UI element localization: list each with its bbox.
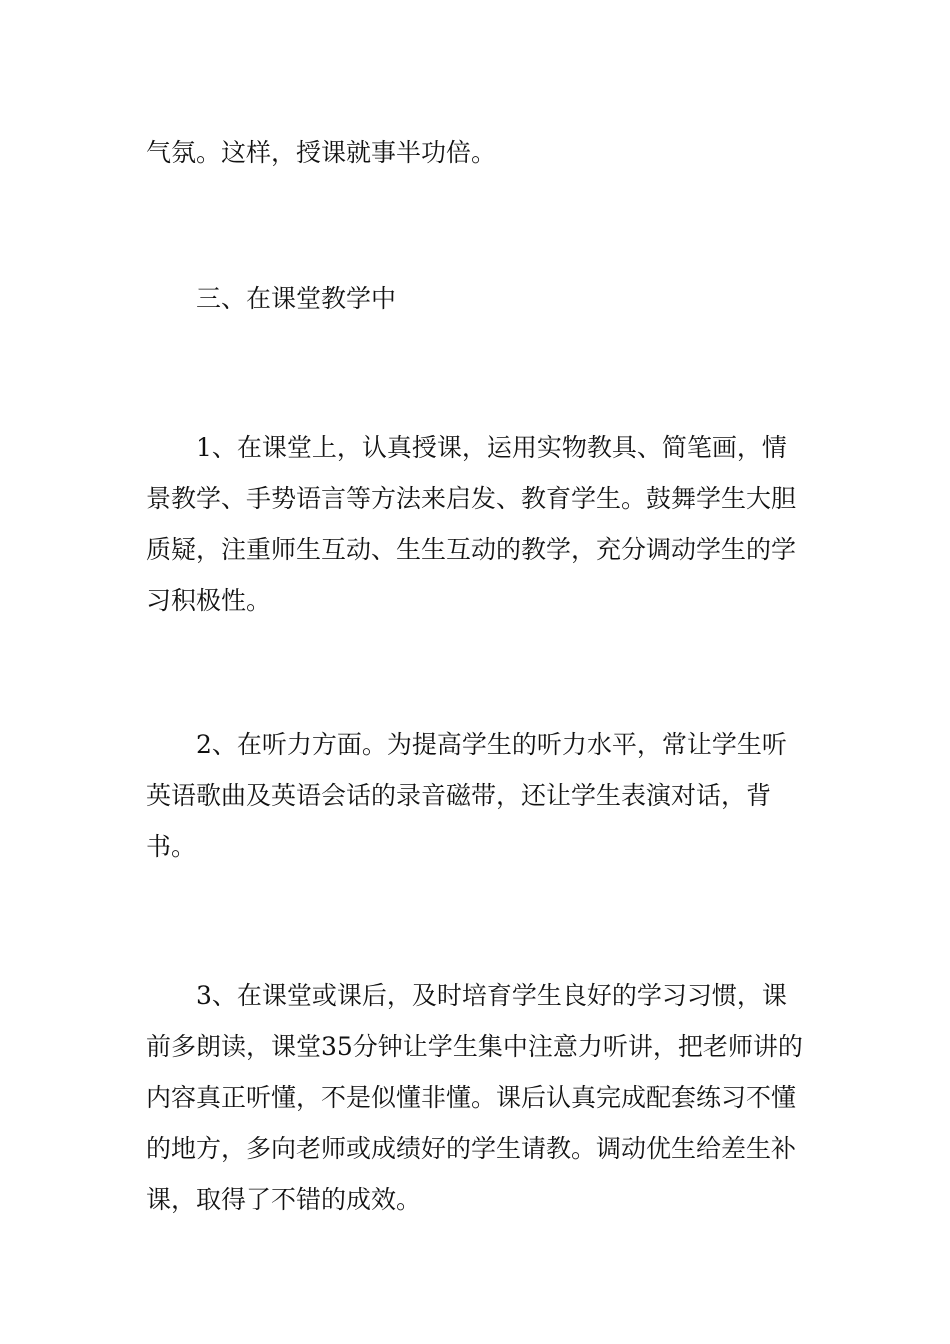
- section-heading: 三、在课堂教学中: [196, 284, 397, 313]
- paragraph-continuation: 气氛。这样，授课就事半功倍。: [146, 138, 497, 167]
- paragraph-item-2: 2、在听力方面。为提高学生的听力水平，常让学生听英语歌曲及英语会话的录音磁带，还让学生表演对话，背书。: [146, 730, 787, 861]
- paragraph-item-1: 1、在课堂上，认真授课，运用实物教具、简笔画，情景教学、手势语言等方法来启发、教育学生。鼓舞学生大胆质疑，注重师生互动、生生互动的教学，充分调动学生的学习积极性。: [146, 433, 797, 615]
- paragraph-item-3: 3、在课堂或课后，及时培育学生良好的学习习惯，课前多朗读，课堂35分钟让学生集中注意力听讲，把老师讲的内容真正听懂，不是似懂非懂。课后认真完成配套练习不懂的地方，多向老师或成绩好的学生请教。调动优生给差生补课，取得了不错的成效。: [146, 981, 803, 1214]
